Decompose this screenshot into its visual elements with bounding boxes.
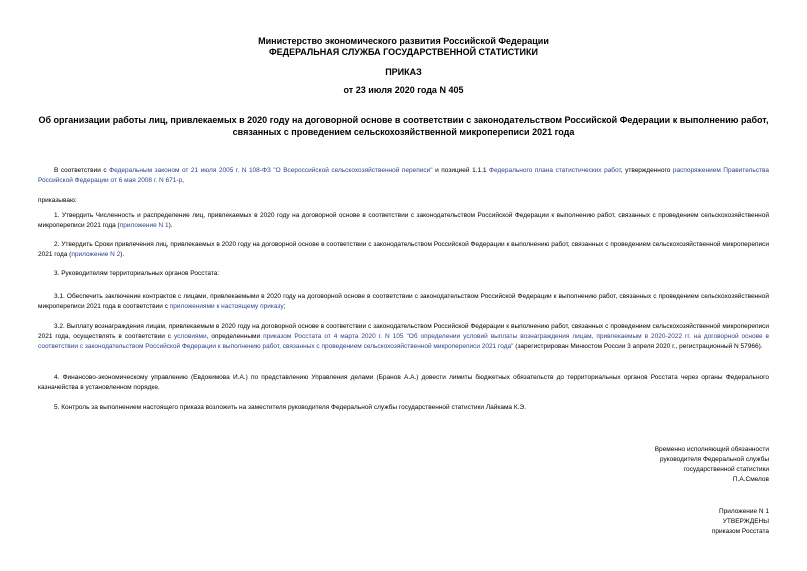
clause-2-end: ). xyxy=(120,251,125,258)
statistical-plan-link[interactable]: Федерального плана статистических работ xyxy=(489,167,621,174)
preamble-text-4: , xyxy=(182,177,184,184)
clause-3-2-text-1: 3.2. Выплату вознаграждения лицам, привлекаемым в 2020 году на договорной основе в соответствии с законодательством Российской Федерации к выполнению работ, связанных с проведением сельскохозяйственной микропереписи 2021 года, осуществлять в соответствии с xyxy=(38,323,769,340)
clause-5: 5. Контроль за выполнением настоящего приказа возложить на заместителя руководителя Федеральной службы государственной статистики Лайкама К.Э. xyxy=(54,404,526,411)
appendix-order-ref: приказом Росстата xyxy=(711,528,769,535)
clause-3: 3. Руководителям территориальных органов Росстата: xyxy=(54,270,220,277)
appendix-number: Приложение N 1 xyxy=(718,508,769,515)
conditions-link[interactable]: условиями xyxy=(173,333,207,340)
clause-2-text: 2. Утвердить Сроки привлечения лиц, привлекаемых в 2020 году на договорной основе в соответствии с законодательством Российской Федерации к выполнению работ, связанных с проведением сельскохозяйственной микропереписи 2021 года ( xyxy=(38,241,769,258)
signature-position-3: государственной статистики xyxy=(683,466,769,473)
service-name: ФЕДЕРАЛЬНАЯ СЛУЖБА ГОСУДАРСТВЕННОЙ СТАТИСТИКИ xyxy=(269,47,538,57)
rosstat-order-link[interactable]: приказом Росстата от 4 марта 2020 г. N 105 "Об определении условий выплаты вознаграждения лицам, привлекаемым в 2020-2022 гг. на договорной основе в соответствии с законодательством Российской Федерации к выполнению работ, связанных с проведением сельскохозяйственной микропереписи 2021 года" xyxy=(38,333,769,350)
signature-position-1: Временно исполняющий обязанности xyxy=(654,446,769,453)
federal-law-link[interactable]: Федеральным законом от 21 июля 2005 г. N 108-ФЗ "О Всероссийской сельскохозяйственной переписи" xyxy=(109,167,433,174)
preamble xyxy=(38,166,769,186)
clause-1-text: 1. Утвердить Численность и распределение лиц, привлекаемых в 2020 году на договорной основе в соответствии с законодательством Российской Федерации к выполнению работ, связанных с проведением сельскохозяйственной микропереписи 2021 года ( xyxy=(38,212,769,229)
clause-1 xyxy=(38,211,769,231)
order-word: приказываю: xyxy=(38,197,77,204)
document-date: от 23 июля 2020 года N 405 xyxy=(343,85,464,95)
preamble-text-3: , утвержденного xyxy=(620,167,673,174)
document-title xyxy=(30,114,777,138)
appendix-block xyxy=(549,507,769,537)
signature-block xyxy=(549,445,769,485)
clause-3-1 xyxy=(38,292,769,312)
government-order-link[interactable]: распоряжением Правительства Российской Федерации от 6 мая 2008 г. N 671-р xyxy=(38,167,769,184)
title-line-2: связанных с проведением сельскохозяйственной микропереписи 2021 года xyxy=(232,127,575,137)
appendices-link[interactable]: приложениями к настоящему приказу xyxy=(169,303,284,310)
preamble-text-1: В соответствии с xyxy=(54,167,110,174)
ministry-name: Министерство экономического развития Российской Федерации xyxy=(258,36,549,46)
signature-position-2: руководителя Федеральной службы xyxy=(659,456,769,463)
preamble-text-2: и позицией 1.1.1 xyxy=(432,167,490,174)
appendix-2-link[interactable]: приложение N 2 xyxy=(71,251,121,258)
clause-1-end: ). xyxy=(168,222,173,229)
document-type: ПРИКАЗ xyxy=(385,67,422,77)
appendix-approved: УТВЕРЖДЕНЫ xyxy=(722,518,769,525)
signature-name: П.А.Смелов xyxy=(732,476,769,483)
clause-3-1-end: ; xyxy=(283,303,286,310)
appendix-1-link[interactable]: приложение N 1 xyxy=(119,222,169,229)
clause-3-1-text: 3.1. Обеспечить заключение контрактов с лицами, привлекаемыми в 2020 году на договорной основе в соответствии с законодательством Российской Федерации к выполнению работ, связанных с проведением сельскохозяйственной микропереписи 2021 года в соответствии с xyxy=(38,293,769,310)
clause-3-2-text-2: , определенными xyxy=(206,333,264,340)
title-line-1: Об организации работы лиц, привлекаемых в 2020 году на договорной основе в соответствии с законодательством Российской Федерации к выполнению работ, xyxy=(38,115,769,125)
clause-4: 4. Финансово-экономическому управлению (Евдокимова И.А.) по представлению Управления делами (Бранов А.А.) довести лимиты бюджетных обязательств до территориальных органов Росстата через органы Федерального казначейства в установленном порядке. xyxy=(38,374,769,391)
clause-2 xyxy=(38,240,769,260)
clause-3-2-text-3: (зарегистрирован Минюстом России 3 апреля 2020 г., регистрационный N 57966). xyxy=(513,343,763,350)
clause-3-2 xyxy=(38,322,769,352)
